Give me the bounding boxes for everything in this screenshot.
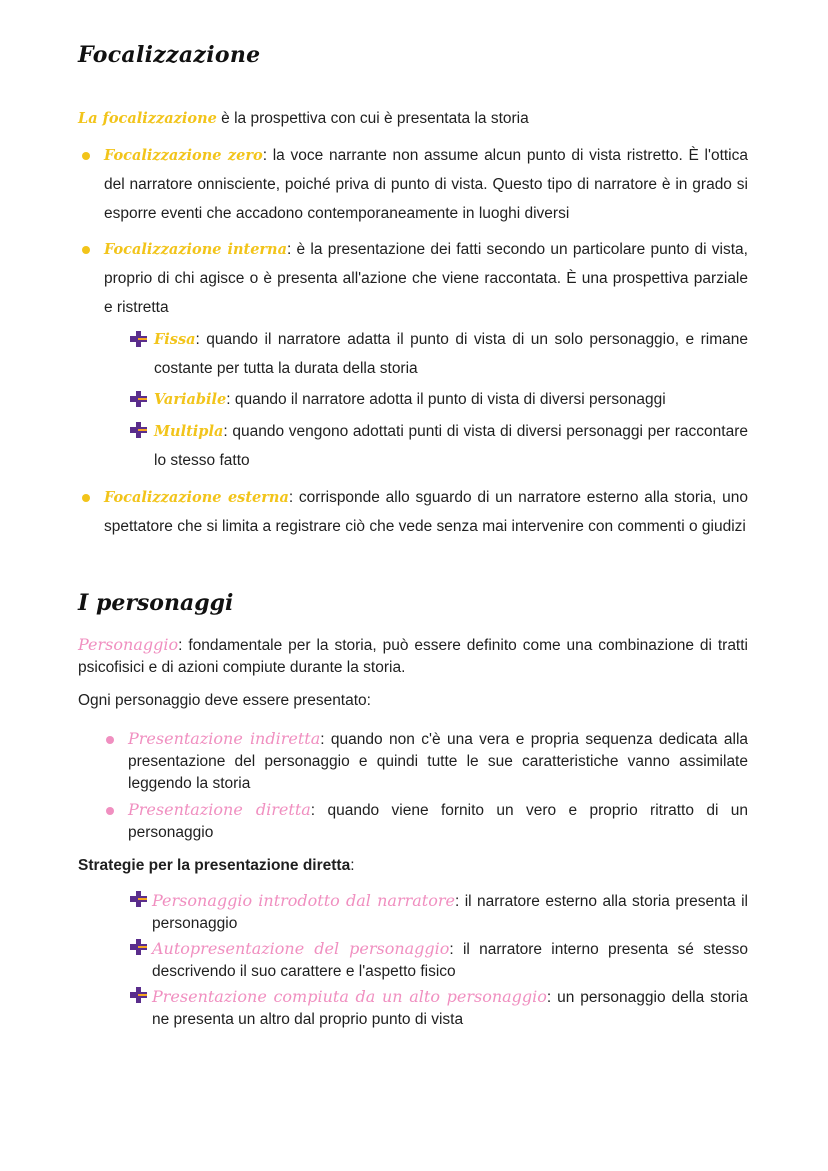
term-highlight: Presentazione compiuta da un alto personaggio: [152, 987, 547, 1006]
bullet-dot-icon: [82, 246, 90, 254]
strategy-item: Presentazione compiuta da un alto personaggio: un personaggio della storia ne presenta un altro dal proprio punto di vista: [152, 987, 748, 1028]
term-highlight: Multipla: [154, 423, 224, 440]
arrow-bullet-icon: [128, 890, 148, 908]
arrow-bullet-icon: [128, 986, 148, 1004]
strategy-item: Autopresentazione del personaggio: il narratore interno presenta sé stesso descrivendo il suo carattere e l'aspetto fisico: [152, 939, 749, 980]
presented-line: Ogni personaggio deve essere presentato:: [78, 692, 371, 709]
term-highlight: Focalizzazione esterna: [104, 489, 289, 506]
personaggio-definition: Personaggio: fondamentale per la storia, può essere definito come una combinazione di tratti psicofisici e di azioni compiute durante la storia.: [78, 635, 748, 676]
list-item-focalizzazione-esterna: Focalizzazione esterna: corrisponde allo sguardo di un narratore esterno alla storia, uno spettatore che si limita a registrare ciò che vede senza mai intervenire con commenti o giudizi: [104, 489, 748, 535]
list-item-focalizzazione-zero: Focalizzazione zero: la voce narrante non assume alcun punto di vista ristretto. È l'ottica del narratore onnisciente, poiché priva di punto di vista. Questo tipo di narratore è in grado si esporre eventi che accadono contemporaneamente in luoghi diversi: [104, 147, 748, 222]
term-highlight: Presentazione indiretta: [128, 729, 321, 748]
term-highlight: Focalizzazione zero: [104, 147, 263, 164]
bullet-dot-icon: [82, 494, 90, 502]
bullet-dot-icon: [82, 152, 90, 160]
bullet-dot-icon: [106, 807, 114, 815]
bullet-dot-icon: [106, 736, 114, 744]
section-title-focalizzazione: Focalizzazione: [78, 42, 261, 68]
subitem-fissa: Fissa: quando il narratore adatta il punto di vista di un solo personaggio, e rimane costante per tutta la durata della storia: [154, 331, 748, 377]
term-highlight: La focalizzazione: [78, 110, 217, 127]
strategy-item: Personaggio introdotto dal narratore: il narratore esterno alla storia presenta il personaggio: [152, 891, 748, 932]
intro-paragraph: La focalizzazione è la prospettiva con cui è presentata la storia: [78, 110, 529, 127]
term-highlight: Variabile: [154, 391, 227, 408]
term-highlight: Focalizzazione interna: [104, 241, 287, 258]
subitem-variabile: Variabile: quando il narratore adotta il punto di vista di diversi personaggi: [154, 391, 666, 408]
arrow-bullet-icon: [128, 330, 148, 348]
term-highlight: Personaggio: [78, 635, 179, 654]
arrow-bullet-icon: [128, 390, 148, 408]
strategies-heading: Strategie per la presentazione diretta:: [78, 857, 355, 874]
arrow-bullet-icon: [128, 938, 148, 956]
term-highlight: Personaggio introdotto dal narratore: [152, 891, 455, 910]
term-highlight: Autopresentazione del personaggio: [152, 939, 450, 958]
term-highlight: Fissa: [154, 331, 196, 348]
term-highlight: Presentazione diretta: [128, 800, 311, 819]
section-title-personaggi: I personaggi: [78, 590, 234, 616]
list-item-presentazione-indiretta: Presentazione indiretta: quando non c'è una vera e propria sequenza dedicata alla presentazione del personaggio e quindi tutte le sue caratteristiche vanno assimilate leggendo la storia: [128, 729, 749, 792]
list-item-focalizzazione-interna: Focalizzazione interna: è la presentazione dei fatti secondo un particolare punto di vista, proprio di chi agisce o è presenta all'azione che viene raccontata. È una prospettiva parziale e ristretta: [104, 241, 748, 316]
list-item-presentazione-diretta: Presentazione diretta: quando viene fornito un vero e proprio ritratto di un personaggio: [128, 800, 748, 841]
arrow-bullet-icon: [128, 421, 148, 439]
subitem-multipla: Multipla: quando vengono adottati punti di vista di diversi personaggi per raccontare lo stesso fatto: [154, 423, 748, 469]
